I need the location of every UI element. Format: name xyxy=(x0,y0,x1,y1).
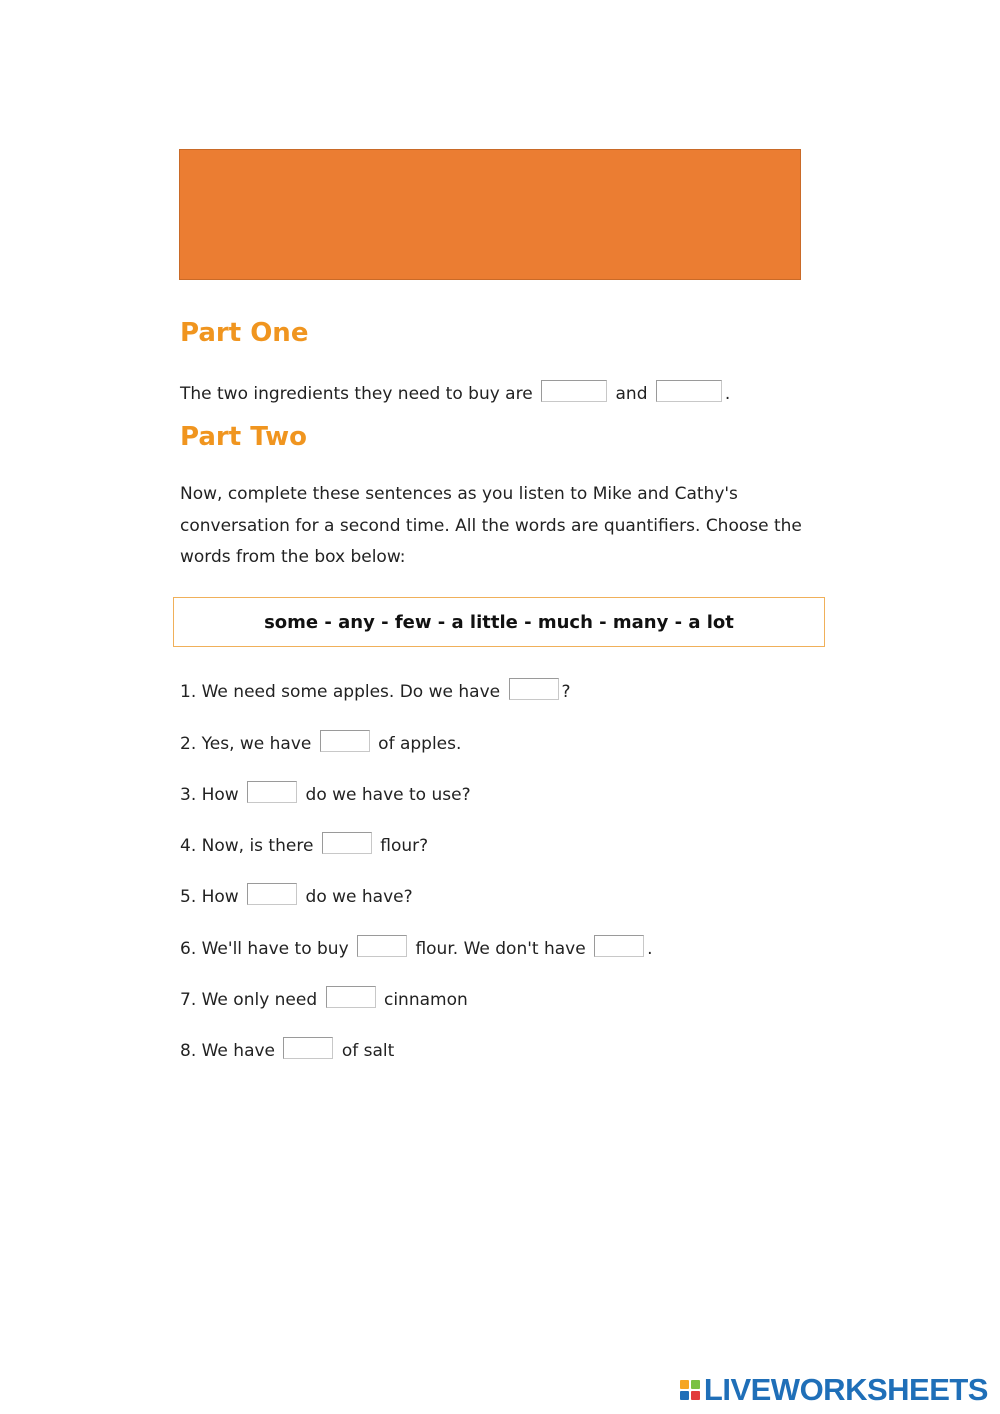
answer-5-input[interactable] xyxy=(247,883,297,905)
question-8 xyxy=(180,1037,394,1061)
question-text: 8. We have xyxy=(180,1041,276,1061)
answer-8-input[interactable] xyxy=(283,1037,333,1059)
question-1 xyxy=(180,678,571,702)
liveworksheets-logo xyxy=(680,1372,988,1408)
ingredient-1-input[interactable] xyxy=(541,380,607,402)
part-one-heading: Part One xyxy=(180,318,309,348)
title-banner xyxy=(179,149,801,280)
answer-3-input[interactable] xyxy=(247,781,297,803)
question-text-end: do we have to use? xyxy=(305,785,471,805)
question-text: 2. Yes, we have xyxy=(180,734,312,754)
question-text-end: do we have? xyxy=(305,887,413,907)
question-text-middle: flour. We don't have xyxy=(415,939,586,959)
liveworksheets-logo-icon xyxy=(680,1380,700,1400)
question-6 xyxy=(180,935,652,959)
question-text-end: cinnamon xyxy=(383,990,468,1010)
question-4 xyxy=(180,832,428,856)
question-text: 1. We need some apples. Do we have xyxy=(180,682,501,702)
sentence-text: The two ingredients they need to buy are xyxy=(180,384,533,404)
question-text: 3. How xyxy=(180,785,239,805)
answer-1-input[interactable] xyxy=(509,678,559,700)
connector-text: and xyxy=(615,384,648,404)
question-text: 5. How xyxy=(180,887,239,907)
question-text-end: of apples. xyxy=(378,734,462,754)
sentence-end: . xyxy=(724,384,731,404)
question-text-end: flour? xyxy=(380,836,429,856)
question-text: 6. We'll have to buy xyxy=(180,939,349,959)
part-one-sentence xyxy=(180,380,730,404)
answer-6b-input[interactable] xyxy=(594,935,644,957)
answer-4-input[interactable] xyxy=(322,832,372,854)
question-text: 7. We only need xyxy=(180,990,318,1010)
question-2 xyxy=(180,730,461,754)
ingredient-2-input[interactable] xyxy=(656,380,722,402)
question-3 xyxy=(180,781,471,805)
answer-2-input[interactable] xyxy=(320,730,370,752)
question-7 xyxy=(180,986,468,1010)
answer-6a-input[interactable] xyxy=(357,935,407,957)
question-text-end: ? xyxy=(561,682,571,702)
question-text-end: of salt xyxy=(341,1041,395,1061)
word-box: some - any - few - a little - much - many - a lot xyxy=(173,597,825,647)
question-text-end: . xyxy=(647,939,653,959)
instructions-paragraph: Now, complete these sentences as you listen to Mike and Cathy's conversation for a second time. All the words are quantifiers. Choose the words from the box below: xyxy=(180,484,802,567)
question-5 xyxy=(180,883,413,907)
brand-name: LIVEWORKSHEETS xyxy=(703,1372,988,1407)
answer-7-input[interactable] xyxy=(326,986,376,1008)
question-text: 4. Now, is there xyxy=(180,836,314,856)
part-two-heading: Part Two xyxy=(180,422,307,452)
